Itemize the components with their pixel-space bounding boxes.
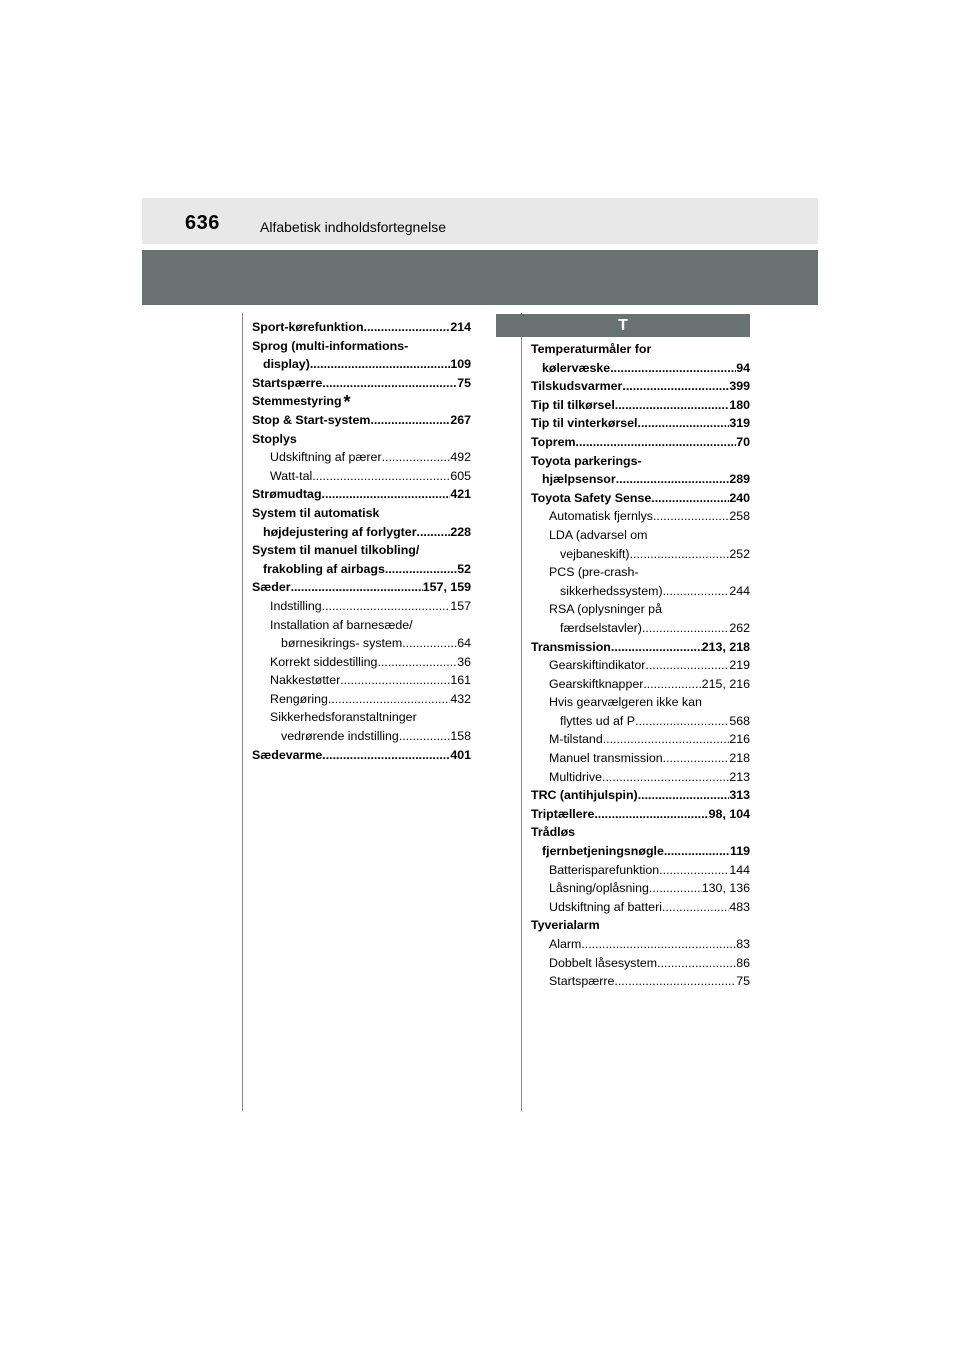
index-entry-term: hjælpsensor bbox=[542, 472, 616, 487]
index-entry bbox=[531, 898, 750, 917]
index-entry bbox=[531, 879, 750, 898]
index-entry bbox=[252, 597, 471, 616]
index-entry-page: 252 bbox=[729, 546, 750, 561]
index-entry-term: RSA (oplysninger på bbox=[549, 602, 662, 617]
section-letter-bar: T bbox=[496, 314, 750, 337]
index-entry bbox=[531, 842, 750, 861]
index-entry-term: flyttes ud af P bbox=[560, 713, 636, 728]
dot-leader bbox=[399, 727, 451, 746]
index-entry bbox=[531, 972, 750, 991]
index-entry-page: 219 bbox=[729, 658, 750, 673]
index-entry-page: 36 bbox=[457, 654, 471, 669]
dot-leader bbox=[663, 749, 730, 768]
dot-leader bbox=[653, 507, 729, 526]
index-entry-page: 109 bbox=[450, 357, 471, 372]
index-entry-page: 161 bbox=[450, 673, 471, 688]
index-entry-page: 213, 218 bbox=[701, 639, 750, 654]
index-entry-term: Udskiftning af pærer bbox=[270, 450, 382, 465]
page-title: Alfabetisk indholdsfortegnelse bbox=[260, 219, 447, 235]
index-entry-term: Toprem bbox=[531, 434, 576, 449]
index-entry-page: 158 bbox=[450, 729, 471, 744]
index-entry bbox=[252, 708, 471, 727]
dot-leader bbox=[364, 318, 451, 337]
index-entry-term: Manuel transmission bbox=[549, 751, 663, 766]
index-entry bbox=[531, 433, 750, 452]
index-entry-term: Startspærre bbox=[549, 974, 615, 989]
index-entry bbox=[531, 414, 750, 433]
index-entry-term: Sædevarme bbox=[252, 747, 323, 762]
index-entry-page: 213 bbox=[729, 769, 750, 784]
index-entry-page: 130, 136 bbox=[701, 881, 750, 896]
index-entry bbox=[252, 671, 471, 690]
dot-leader bbox=[610, 359, 736, 378]
dot-leader bbox=[576, 433, 737, 452]
index-entry-term: Tyverialarm bbox=[531, 918, 600, 933]
page-number: 636 bbox=[185, 212, 220, 234]
index-entry-term: vedrørende indstilling bbox=[281, 729, 399, 744]
dot-leader bbox=[312, 467, 450, 486]
index-entry bbox=[252, 578, 471, 597]
index-entry-term: System til manuel tilkobling/ bbox=[252, 543, 420, 558]
dot-leader bbox=[649, 879, 702, 898]
index-entry-page: 401 bbox=[450, 747, 471, 762]
index-entry bbox=[531, 916, 750, 935]
index-entry-term: Låsning/oplåsning bbox=[549, 881, 649, 896]
index-entry-page: 421 bbox=[450, 487, 471, 502]
index-entry-page: 258 bbox=[729, 509, 750, 524]
index-entry bbox=[252, 485, 471, 504]
dot-leader bbox=[340, 671, 450, 690]
dot-leader bbox=[594, 805, 708, 824]
index-entry-term: Udskiftning af batteri bbox=[549, 899, 662, 914]
index-entry-term: Tip til vinterkørsel bbox=[531, 416, 638, 431]
index-entry-page: 214 bbox=[450, 320, 471, 334]
index-entry bbox=[531, 656, 750, 675]
dot-leader bbox=[602, 768, 729, 787]
index-entry-term: Indstilling bbox=[270, 598, 322, 613]
index-entry-term: kølervæske bbox=[542, 360, 611, 375]
dot-leader bbox=[611, 638, 702, 657]
index-entry bbox=[531, 768, 750, 787]
dot-leader bbox=[616, 470, 730, 489]
index-entry-term: Gearskiftindikator bbox=[549, 658, 646, 673]
index-entry bbox=[531, 749, 750, 768]
index-entry-page: 75 bbox=[736, 974, 750, 989]
index-entry-term: Watt-tal bbox=[270, 468, 313, 483]
index-entry bbox=[531, 489, 750, 508]
index-entry bbox=[531, 507, 750, 526]
index-entry-term: Strømudtag bbox=[252, 487, 322, 502]
index-entry bbox=[252, 560, 471, 579]
index-entry bbox=[531, 619, 750, 638]
index-entry-term: Gearskiftknapper bbox=[549, 676, 644, 691]
index-entry-page: 83 bbox=[736, 937, 750, 951]
index-entry-page: 94 bbox=[736, 360, 750, 375]
index-entry-page: 119 bbox=[730, 844, 750, 859]
index-entry bbox=[252, 504, 471, 523]
index-entry bbox=[252, 727, 471, 746]
index-entry bbox=[252, 541, 471, 560]
index-entry-term: Transmission bbox=[531, 639, 611, 654]
index-entry-term: højdejustering af forlygter bbox=[263, 524, 417, 539]
index-entry-term: Hvis gearvælgeren ikke kan bbox=[549, 695, 702, 710]
index-entry-term: TRC (antihjulspin) bbox=[531, 788, 638, 803]
index-entry bbox=[252, 616, 471, 635]
index-entry bbox=[531, 823, 750, 842]
index-entry-page: 218 bbox=[729, 751, 750, 766]
index-entry-term: display) bbox=[263, 357, 310, 372]
index-entry bbox=[252, 392, 471, 411]
index-entry-term: Sæder bbox=[252, 580, 291, 595]
index-entry bbox=[252, 746, 471, 765]
index-entry-term: Korrekt siddestilling bbox=[270, 654, 378, 669]
index-entry-term: Stop & Start-system bbox=[252, 412, 371, 427]
dot-leader bbox=[643, 675, 701, 694]
index-entry bbox=[252, 523, 471, 542]
dot-leader bbox=[614, 972, 736, 991]
dot-leader bbox=[635, 712, 729, 731]
index-entry-term: Rengøring bbox=[270, 691, 328, 706]
index-entry bbox=[531, 600, 750, 619]
index-entry-term: frakobling af airbags bbox=[263, 561, 385, 576]
index-entry bbox=[531, 954, 750, 973]
dot-leader bbox=[638, 786, 730, 805]
index-entry-term: Temperaturmåler for bbox=[531, 342, 652, 356]
index-entry-term: fjernbetjeningsnøgle bbox=[542, 844, 664, 859]
index-entry-term: Toyota Safety Sense bbox=[531, 490, 652, 505]
index-entry-term: børnesikrings- system bbox=[281, 636, 403, 651]
index-entry bbox=[531, 452, 750, 471]
index-entry bbox=[531, 340, 750, 359]
index-entry-page: 568 bbox=[729, 713, 750, 728]
index-entry bbox=[531, 377, 750, 396]
index-entry-page: 52 bbox=[457, 561, 471, 576]
dot-leader bbox=[377, 653, 457, 672]
index-entry bbox=[531, 526, 750, 545]
index-entry bbox=[252, 634, 471, 653]
index-entry-page: 605 bbox=[450, 468, 471, 483]
column-rule-left bbox=[242, 313, 243, 1111]
index-entry-page: 70 bbox=[736, 434, 750, 449]
index-entry-term: Sprog (multi-informations- bbox=[252, 338, 409, 353]
dot-leader bbox=[662, 898, 729, 917]
dot-leader bbox=[659, 861, 729, 880]
index-entry bbox=[531, 470, 750, 489]
index-entry-page: 399 bbox=[729, 379, 750, 394]
column-rule-right bbox=[521, 313, 522, 1111]
index-entry-page: 86 bbox=[736, 955, 750, 970]
index-entry bbox=[252, 374, 471, 393]
index-entry bbox=[531, 675, 750, 694]
index-entry-term: Dobbelt låsesystem bbox=[549, 955, 658, 970]
dot-leader bbox=[322, 597, 451, 616]
index-entry-term: Multidrive bbox=[549, 769, 603, 784]
index-entry bbox=[252, 318, 471, 337]
index-entry-term: Batterisparefunktion bbox=[549, 862, 660, 877]
index-entry-page: 432 bbox=[450, 691, 471, 706]
dot-leader bbox=[622, 377, 729, 396]
dot-leader bbox=[630, 545, 730, 564]
dot-leader bbox=[382, 448, 451, 467]
index-entry-page: 75 bbox=[457, 375, 471, 390]
index-entry-term: Trådløs bbox=[531, 825, 576, 840]
index-entry-page: 244 bbox=[729, 583, 750, 598]
index-entry-term: Tilskudsvarmer bbox=[531, 379, 623, 394]
index-entry-term: Toyota parkerings- bbox=[531, 453, 642, 468]
index-entry-page: 180 bbox=[729, 397, 750, 412]
index-entry bbox=[531, 861, 750, 880]
index-entry-page: 64 bbox=[457, 636, 471, 651]
index-entry bbox=[252, 411, 471, 430]
index-entry bbox=[531, 638, 750, 657]
index-entry-page: 215, 216 bbox=[701, 676, 750, 691]
dot-leader bbox=[417, 523, 451, 542]
index-column-left bbox=[252, 318, 471, 764]
index-entry-page: 483 bbox=[729, 899, 750, 914]
dot-leader bbox=[385, 560, 457, 579]
index-entry-page: 216 bbox=[729, 732, 750, 747]
dot-leader bbox=[581, 935, 736, 954]
index-entry bbox=[531, 582, 750, 601]
index-entry-term: Triptællere bbox=[531, 806, 595, 821]
dot-leader bbox=[322, 485, 451, 504]
index-entry bbox=[531, 935, 750, 954]
index-entry-page: 157, 159 bbox=[422, 580, 471, 595]
index-entry-term: System til automatisk bbox=[252, 505, 380, 520]
index-entry-term: Startspærre bbox=[252, 375, 323, 390]
dot-leader bbox=[664, 842, 730, 861]
dot-leader bbox=[663, 582, 730, 601]
index-entry bbox=[252, 448, 471, 467]
index-entry-term: sikkerhedssystem) bbox=[560, 583, 663, 598]
index-entry-term: Installation af barnesæde/ bbox=[270, 617, 413, 632]
dot-leader bbox=[642, 619, 729, 638]
index-entry bbox=[252, 355, 471, 374]
index-entry-term: Tip til tilkørsel bbox=[531, 397, 615, 412]
dot-leader bbox=[638, 414, 730, 433]
index-entry-term: færdselstavler) bbox=[560, 620, 642, 635]
index-entry-term: PCS (pre-crash- bbox=[549, 565, 639, 580]
dot-leader bbox=[402, 634, 457, 653]
header-bar bbox=[142, 198, 818, 244]
index-entry bbox=[531, 712, 750, 731]
index-entry-term: vejbaneskift) bbox=[560, 546, 630, 561]
header-band bbox=[142, 250, 818, 305]
index-entry bbox=[531, 396, 750, 415]
index-entry-page: 144 bbox=[729, 862, 750, 877]
index-entry-page: 240 bbox=[729, 490, 750, 505]
dot-leader bbox=[322, 746, 450, 765]
index-entry-term: Stoplys bbox=[252, 431, 297, 446]
index-entry bbox=[252, 337, 471, 356]
dot-leader bbox=[603, 730, 730, 749]
index-entry-page: 228 bbox=[450, 524, 471, 539]
index-entry-page: 267 bbox=[450, 412, 471, 427]
asterisk-mark: * bbox=[343, 391, 351, 412]
index-entry bbox=[252, 430, 471, 449]
index-entry-page: 289 bbox=[729, 472, 750, 487]
index-entry-page: 319 bbox=[729, 416, 750, 431]
index-entry-term: Alarm bbox=[549, 937, 582, 951]
index-entry-term: Stemmestyring bbox=[252, 394, 342, 409]
index-entry bbox=[252, 653, 471, 672]
dot-leader bbox=[651, 489, 729, 508]
index-entry bbox=[531, 563, 750, 582]
dot-leader bbox=[328, 690, 450, 709]
index-entry-page: 313 bbox=[729, 788, 750, 803]
index-entry bbox=[531, 730, 750, 749]
index-entry-term: Sikkerhedsforanstaltninger bbox=[270, 710, 417, 725]
dot-leader bbox=[370, 411, 450, 430]
index-entry bbox=[531, 786, 750, 805]
dot-leader bbox=[657, 954, 736, 973]
index-entry-term: Nakkestøtter bbox=[270, 673, 341, 688]
dot-leader bbox=[291, 578, 423, 597]
dot-leader bbox=[310, 355, 450, 374]
index-entry bbox=[531, 545, 750, 564]
dot-leader bbox=[615, 396, 730, 415]
index-entry bbox=[252, 467, 471, 486]
index-entry-page: 157 bbox=[450, 598, 471, 613]
dot-leader bbox=[322, 374, 457, 393]
index-column-right bbox=[531, 340, 750, 991]
index-entry bbox=[531, 805, 750, 824]
index-entry bbox=[531, 359, 750, 378]
index-entry-term: Sport-kørefunktion bbox=[252, 320, 364, 334]
index-entry-page: 262 bbox=[729, 620, 750, 635]
index-entry-term: M-tilstand bbox=[549, 732, 603, 747]
index-entry-page: 98, 104 bbox=[708, 806, 750, 821]
index-entry-term: LDA (advarsel om bbox=[549, 527, 648, 542]
index-entry bbox=[252, 690, 471, 709]
index-entry bbox=[531, 693, 750, 712]
index-entry-term: Automatisk fjernlys bbox=[549, 509, 653, 524]
index-entry-page: 492 bbox=[450, 450, 471, 465]
dot-leader bbox=[645, 656, 729, 675]
